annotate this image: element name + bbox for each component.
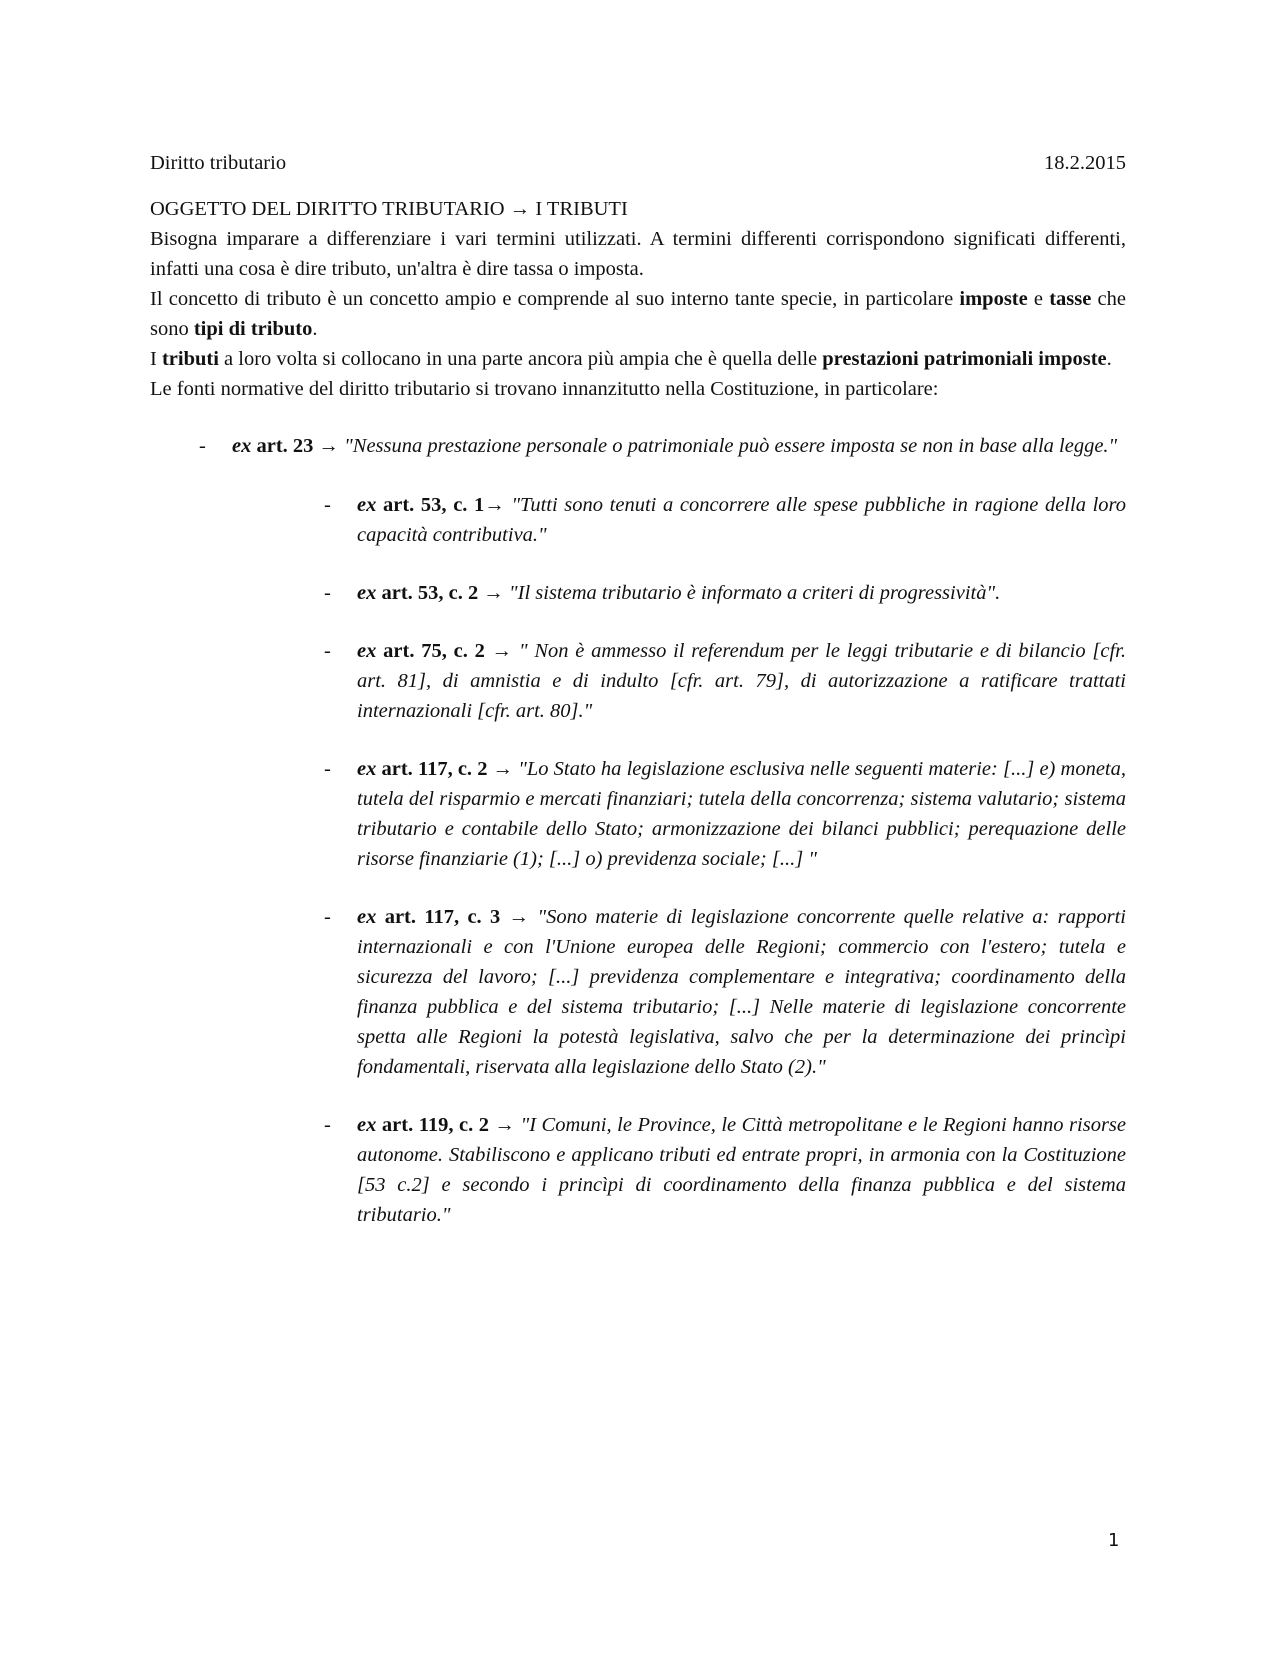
article-number: art. 75, c. 2 (376, 640, 485, 662)
article-item (199, 431, 1126, 461)
bold-term: tributi (161, 348, 219, 370)
article-reference (357, 582, 478, 604)
article-quote: " Non è ammesso il referendum per le leggi tributarie e di bilancio [cfr. art. 81], di amnistia e di indulto [cfr. art. 79], di autorizzazione a ratificare trattati internazionali [cfr. art. 80]." (357, 640, 1126, 722)
article-reference (357, 758, 487, 780)
text-run: a loro volta si collocano in una parte ancora più ampia che è quella delle (218, 348, 823, 370)
article-item (324, 578, 1126, 608)
ex-label: ex (357, 906, 377, 928)
text-run: . (1106, 348, 1112, 370)
arrow-icon: → (500, 906, 538, 928)
paragraph-tributi (150, 344, 1126, 374)
article-quote: "Nessuna prestazione personale o patrimoniale può essere imposta se non in base alla legge." (344, 435, 1118, 457)
bold-term: imposte (959, 288, 1028, 310)
article-item (324, 490, 1126, 550)
arrow-icon: → (313, 435, 345, 457)
ex-label: ex (357, 582, 377, 604)
ex-label: ex (357, 758, 377, 780)
list-dash: - (324, 640, 331, 662)
course-title: Diritto tributario (150, 152, 287, 174)
article-number: art. 23 (251, 435, 314, 457)
article-quote: "Sono materie di legislazione concorrente quelle relative a: rapporti internazionali e con l'Unione europea delle Regioni; commercio con l'estero; tutela e sicurezza del lavoro; [...] previdenza complementare e integrativa; coordinamento della finanza pubblica e del sistema tributario; [...] Nelle materie di legislazione concorrente spetta alle Regioni la potestà legislativa, salvo che per la determinazione dei princìpi fondamentali, riservata alla legislazione dello Stato (2)." (357, 906, 1126, 1078)
paragraph-concept (150, 284, 1126, 344)
document-page (150, 148, 1126, 1230)
article-reference (357, 494, 484, 516)
article-item (324, 902, 1126, 1082)
article-reference (357, 906, 500, 928)
article-item (324, 1110, 1126, 1230)
arrow-icon: → (489, 1114, 521, 1136)
bold-term: tasse (1049, 288, 1092, 310)
arrow-icon: → (487, 758, 519, 780)
page-number: 1 (1108, 1530, 1120, 1551)
list-dash: - (324, 1114, 331, 1136)
arrow-icon: → (484, 494, 512, 516)
text-run: I (150, 348, 162, 370)
list-dash: - (324, 582, 331, 604)
article-item (324, 754, 1126, 874)
ex-label: ex (357, 1114, 377, 1136)
article-number: art. 119, c. 2 (376, 1114, 490, 1136)
ex-label: ex (232, 435, 252, 457)
article-quote: "Tutti sono tenuti a concorrere alle spese pubbliche in ragione della loro capacità contributiva." (357, 494, 1126, 546)
ex-label: ex (357, 494, 377, 516)
ex-label: ex (357, 640, 377, 662)
lecture-date: 18.2.2015 (1044, 152, 1126, 174)
arrow-icon: → (484, 640, 519, 662)
article-number: art. 53, c. 1 (376, 494, 485, 516)
text-run: Il concetto di tributo è un concetto ampio e comprende al suo interno tante specie, in particolare (150, 288, 960, 310)
article-number: art. 117, c. 3 (376, 906, 501, 928)
paragraph-sources: Le fonti normative del diritto tributario si trovano innanzitutto nella Costituzione, in particolare: (150, 378, 939, 400)
article-number: art. 117, c. 2 (376, 758, 488, 780)
section-heading: OGGETTO DEL DIRITTO TRIBUTARIO → I TRIBUTI (150, 198, 628, 220)
document-header (150, 148, 1126, 178)
list-dash: - (199, 435, 206, 457)
list-dash: - (324, 758, 331, 780)
article-quote: "Il sistema tributario è informato a criteri di progressività". (509, 582, 1001, 604)
bold-term: tipi di tributo (193, 318, 313, 340)
article-reference (357, 640, 485, 662)
text-run: . (312, 318, 318, 340)
text-run: che sono (150, 288, 1126, 340)
article-number: art. 53, c. 2 (376, 582, 479, 604)
article-reference (357, 1114, 489, 1136)
article-reference (232, 435, 313, 457)
article-quote: "I Comuni, le Province, le Città metropolitane e le Regioni hanno risorse autonome. Stabiliscono e applicano tributi ed entrate propri, in armonia con la Costituzione [53 c.2] e secondo i princìpi di coordinamento della finanza pubblica e del sistema tributario." (357, 1114, 1126, 1226)
article-item (324, 636, 1126, 726)
article-quote: "Lo Stato ha legislazione esclusiva nelle seguenti materie: [...] e) moneta, tutela del risparmio e mercati finanziari; tutela della concorrenza; sistema valutario; sistema tributario e contabile dello Stato; armonizzazione dei bilanci pubblici; perequazione delle risorse finanziarie (1); [...] o) previdenza sociale; [...] " (357, 758, 1126, 870)
paragraph-terms: Bisogna imparare a differenziare i vari termini utilizzati. A termini differenti corrispondono significati differenti, infatti una cosa è dire tributo, un'altra è dire tassa o imposta. (150, 228, 1126, 280)
text-run: e (1027, 288, 1050, 310)
bold-term: prestazioni patrimoniali imposte (822, 348, 1107, 370)
list-dash: - (324, 494, 331, 516)
arrow-icon: → (478, 582, 510, 604)
list-dash: - (324, 906, 331, 928)
